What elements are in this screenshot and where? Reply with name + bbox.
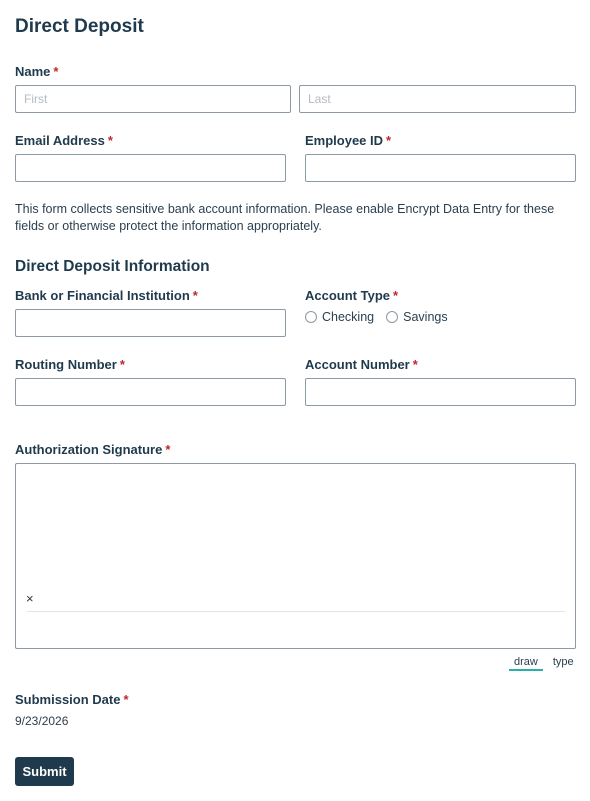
required-marker: * [123,692,129,707]
radio-savings-circle[interactable] [386,311,398,323]
employee-id-input[interactable] [305,154,576,182]
account-number-label-text: Account Number [305,357,410,372]
signature-tab-draw[interactable]: draw [509,656,543,671]
submission-date-label [15,692,129,707]
bank-input[interactable] [15,309,286,337]
signature-mode-tabs [509,656,574,671]
submit-button[interactable]: Submit [15,757,74,786]
employee-id-label-text: Employee ID [305,133,384,148]
signature-pad[interactable] [15,463,576,649]
first-name-input[interactable] [15,85,291,113]
required-marker: * [119,357,125,372]
account-type-radio-group [305,310,460,324]
email-label [15,133,113,148]
radio-savings[interactable] [386,310,447,324]
section-title: Direct Deposit Information [15,258,210,275]
sensitive-data-notice: This form collects sensitive bank account information. Please enable Encrypt Data Entry for these fields or otherwise protect the information appropriately. [15,202,555,233]
signature-label [15,442,170,457]
routing-label [15,357,125,372]
radio-savings-label[interactable]: Savings [403,310,448,324]
bank-label [15,288,198,303]
radio-checking[interactable] [305,310,374,324]
required-marker: * [393,288,399,303]
email-label-text: Email Address [15,133,105,148]
radio-checking-circle[interactable] [305,311,317,323]
signature-x-mark: × [26,591,34,606]
name-label [15,64,58,79]
required-marker: * [386,133,392,148]
email-input[interactable] [15,154,286,182]
required-marker: * [53,64,59,79]
form-title: Direct Deposit [15,16,144,37]
required-marker: * [107,133,113,148]
submission-date-value: 9/23/2026 [15,714,69,728]
radio-checking-label[interactable]: Checking [322,310,375,324]
signature-tab-type[interactable]: type [552,656,574,668]
account-number-input[interactable] [305,378,576,406]
required-marker: * [192,288,198,303]
account-type-label-text: Account Type [305,288,390,303]
bank-label-text: Bank or Financial Institution [15,288,190,303]
employee-id-label [305,133,391,148]
required-marker: * [165,442,171,457]
submission-date-label-text: Submission Date [15,692,121,707]
account-type-label [305,288,398,303]
signature-baseline [27,611,565,612]
required-marker: * [412,357,418,372]
last-name-input[interactable] [299,85,576,113]
routing-label-text: Routing Number [15,357,117,372]
account-number-label [305,357,418,372]
name-label-text: Name [15,64,51,79]
routing-number-input[interactable] [15,378,286,406]
signature-label-text: Authorization Signature [15,442,163,457]
